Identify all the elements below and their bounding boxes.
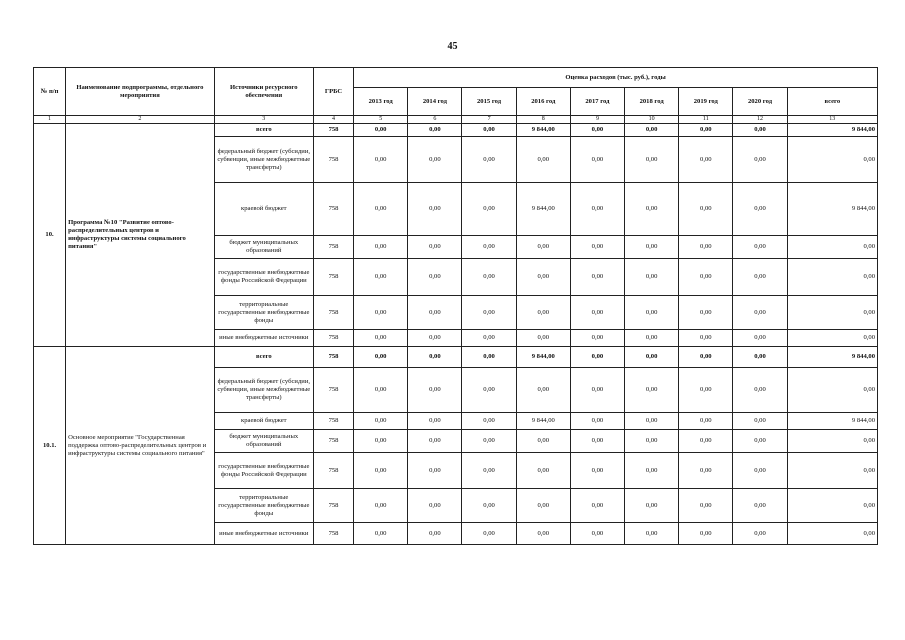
year-value: 0,00	[354, 523, 408, 545]
funding-source: территориальные государственные внебюджетные фонды	[214, 296, 313, 330]
header-number: № п/п	[34, 68, 66, 116]
column-number: 7	[462, 116, 516, 124]
year-value: 0,00	[408, 137, 462, 183]
year-value: 0,00	[570, 183, 624, 236]
column-number: 10	[625, 116, 679, 124]
year-value: 0,00	[679, 259, 733, 296]
year-value: 0,00	[570, 296, 624, 330]
year-value: 0,00	[570, 489, 624, 523]
year-value: 0,00	[408, 347, 462, 368]
column-number: 6	[408, 116, 462, 124]
year-value: 0,00	[408, 430, 462, 453]
year-value: 0,00	[679, 413, 733, 430]
header-source: Источники ресурсного обеспечения	[214, 68, 313, 116]
column-number: 8	[516, 116, 570, 124]
year-value: 0,00	[625, 413, 679, 430]
year-value: 0,00	[354, 430, 408, 453]
funding-source: краевой бюджет	[214, 413, 313, 430]
grbs-code: 758	[313, 368, 353, 413]
column-number: 5	[354, 116, 408, 124]
year-value: 0,00	[516, 430, 570, 453]
section-name: Основное мероприятие "Государственная поддержка оптово-распределительных центров и инфраструктуры системы социального питания"	[66, 347, 215, 545]
year-value: 0,00	[462, 137, 516, 183]
year-value: 0,00	[516, 368, 570, 413]
total-value: 0,00	[787, 330, 877, 347]
year-value: 0,00	[570, 137, 624, 183]
year-value: 0,00	[625, 296, 679, 330]
total-value: 0,00	[787, 296, 877, 330]
grbs-code: 758	[313, 453, 353, 489]
header-year: 2016 год	[516, 88, 570, 116]
header-year: 2020 год	[733, 88, 787, 116]
funding-source: всего	[214, 347, 313, 368]
year-value: 0,00	[679, 137, 733, 183]
year-value: 0,00	[625, 368, 679, 413]
year-value: 0,00	[354, 236, 408, 259]
grbs-code: 758	[313, 137, 353, 183]
year-value: 0,00	[408, 236, 462, 259]
year-value: 0,00	[679, 430, 733, 453]
total-value: 0,00	[787, 368, 877, 413]
year-value: 0,00	[408, 413, 462, 430]
header-year: 2017 год	[570, 88, 624, 116]
year-value: 0,00	[625, 453, 679, 489]
total-value: 9 844,00	[787, 347, 877, 368]
year-value: 0,00	[625, 330, 679, 347]
total-value: 9 844,00	[787, 413, 877, 430]
year-value: 0,00	[462, 259, 516, 296]
column-number: 9	[570, 116, 624, 124]
year-value: 0,00	[408, 453, 462, 489]
year-value: 0,00	[462, 453, 516, 489]
year-value: 0,00	[408, 368, 462, 413]
column-number: 13	[787, 116, 877, 124]
year-value: 0,00	[354, 453, 408, 489]
year-value: 0,00	[733, 183, 787, 236]
year-value: 0,00	[462, 330, 516, 347]
total-value: 0,00	[787, 259, 877, 296]
year-value: 0,00	[733, 489, 787, 523]
column-number: 2	[66, 116, 215, 124]
year-value: 0,00	[570, 124, 624, 137]
total-value: 0,00	[787, 489, 877, 523]
year-value: 0,00	[625, 523, 679, 545]
year-value: 9 844,00	[516, 183, 570, 236]
column-number: 3	[214, 116, 313, 124]
year-value: 0,00	[625, 137, 679, 183]
year-value: 0,00	[733, 124, 787, 137]
year-value: 0,00	[462, 236, 516, 259]
funding-source: федеральный бюджет (субсидии, субвенции, иные межбюджетные трансферты)	[214, 137, 313, 183]
year-value: 0,00	[462, 183, 516, 236]
year-value: 0,00	[625, 236, 679, 259]
year-value: 0,00	[408, 489, 462, 523]
year-value: 0,00	[570, 236, 624, 259]
year-value: 0,00	[625, 124, 679, 137]
year-value: 0,00	[679, 523, 733, 545]
year-value: 0,00	[733, 347, 787, 368]
header-year: 2018 год	[625, 88, 679, 116]
grbs-code: 758	[313, 523, 353, 545]
funding-source: государственные внебюджетные фонды Российской Федерации	[214, 453, 313, 489]
year-value: 0,00	[516, 137, 570, 183]
total-value: 9 844,00	[787, 183, 877, 236]
year-value: 0,00	[733, 296, 787, 330]
budget-table	[33, 67, 878, 545]
page-number: 45	[447, 41, 458, 52]
year-value: 0,00	[354, 137, 408, 183]
year-value: 0,00	[354, 296, 408, 330]
year-value: 0,00	[570, 347, 624, 368]
year-value: 0,00	[516, 236, 570, 259]
year-value: 0,00	[679, 453, 733, 489]
year-value: 0,00	[570, 430, 624, 453]
year-value: 0,00	[516, 259, 570, 296]
header-year: 2014 год	[408, 88, 462, 116]
year-value: 0,00	[733, 430, 787, 453]
year-value: 0,00	[462, 523, 516, 545]
header-name: Наименование подпрограммы, отдельного мероприятия	[66, 68, 215, 116]
year-value: 0,00	[570, 453, 624, 489]
funding-source: бюджет муниципальных образований	[214, 236, 313, 259]
funding-source: всего	[214, 124, 313, 137]
year-value: 0,00	[733, 259, 787, 296]
grbs-code: 758	[313, 124, 353, 137]
year-value: 0,00	[408, 330, 462, 347]
funding-source: бюджет муниципальных образований	[214, 430, 313, 453]
year-value: 0,00	[354, 489, 408, 523]
grbs-code: 758	[313, 183, 353, 236]
year-value: 0,00	[354, 347, 408, 368]
year-value: 0,00	[679, 236, 733, 259]
funding-source: федеральный бюджет (субсидии, субвенции, иные межбюджетные трансферты)	[214, 368, 313, 413]
funding-source: иные внебюджетные источники	[214, 330, 313, 347]
year-value: 0,00	[679, 183, 733, 236]
year-value: 0,00	[354, 330, 408, 347]
total-value: 9 844,00	[787, 124, 877, 137]
grbs-code: 758	[313, 347, 353, 368]
grbs-code: 758	[313, 430, 353, 453]
column-number: 12	[733, 116, 787, 124]
section-number: 10.	[34, 124, 66, 347]
year-value: 9 844,00	[516, 124, 570, 137]
funding-source: иные внебюджетные источники	[214, 523, 313, 545]
section-number: 10.1.	[34, 347, 66, 545]
funding-source: территориальные государственные внебюджетные фонды	[214, 489, 313, 523]
year-value: 0,00	[516, 453, 570, 489]
year-value: 0,00	[679, 368, 733, 413]
year-value: 0,00	[408, 259, 462, 296]
year-value: 0,00	[516, 296, 570, 330]
grbs-code: 758	[313, 413, 353, 430]
year-value: 0,00	[462, 413, 516, 430]
grbs-code: 758	[313, 489, 353, 523]
grbs-code: 758	[313, 330, 353, 347]
year-value: 0,00	[625, 347, 679, 368]
year-value: 0,00	[462, 296, 516, 330]
year-value: 0,00	[733, 453, 787, 489]
total-value: 0,00	[787, 236, 877, 259]
total-value: 0,00	[787, 523, 877, 545]
year-value: 0,00	[679, 347, 733, 368]
header-year: 2013 год	[354, 88, 408, 116]
year-value: 0,00	[462, 489, 516, 523]
year-value: 0,00	[570, 413, 624, 430]
grbs-code: 758	[313, 236, 353, 259]
year-value: 0,00	[570, 523, 624, 545]
column-number: 11	[679, 116, 733, 124]
year-value: 0,00	[354, 368, 408, 413]
header-year: 2019 год	[679, 88, 733, 116]
header-year: всего	[787, 88, 877, 116]
year-value: 0,00	[733, 368, 787, 413]
year-value: 0,00	[462, 347, 516, 368]
year-value: 0,00	[408, 296, 462, 330]
year-value: 0,00	[679, 489, 733, 523]
total-value: 0,00	[787, 430, 877, 453]
funding-source: краевой бюджет	[214, 183, 313, 236]
year-value: 0,00	[408, 183, 462, 236]
year-value: 0,00	[570, 259, 624, 296]
year-value: 0,00	[570, 368, 624, 413]
year-value: 0,00	[625, 183, 679, 236]
year-value: 0,00	[733, 236, 787, 259]
total-value: 0,00	[787, 137, 877, 183]
year-value: 0,00	[354, 413, 408, 430]
year-value: 0,00	[408, 523, 462, 545]
funding-source: государственные внебюджетные фонды Российской Федерации	[214, 259, 313, 296]
column-number: 1	[34, 116, 66, 124]
year-value: 0,00	[679, 330, 733, 347]
year-value: 0,00	[516, 330, 570, 347]
header-estimate: Оценка расходов (тыс. руб.), годы	[354, 68, 878, 88]
year-value: 0,00	[570, 330, 624, 347]
header-year: 2015 год	[462, 88, 516, 116]
table-row	[34, 347, 878, 368]
year-value: 0,00	[679, 296, 733, 330]
year-value: 0,00	[462, 368, 516, 413]
year-value: 0,00	[354, 124, 408, 137]
header-grbs: ГРБС	[313, 68, 353, 116]
year-value: 9 844,00	[516, 347, 570, 368]
column-number: 4	[313, 116, 353, 124]
year-value: 0,00	[733, 413, 787, 430]
grbs-code: 758	[313, 296, 353, 330]
year-value: 0,00	[462, 430, 516, 453]
grbs-code: 758	[313, 259, 353, 296]
year-value: 0,00	[733, 330, 787, 347]
table-header	[34, 68, 878, 124]
year-value: 0,00	[733, 137, 787, 183]
year-value: 0,00	[733, 523, 787, 545]
year-value: 0,00	[625, 430, 679, 453]
year-value: 0,00	[462, 124, 516, 137]
year-value: 0,00	[408, 124, 462, 137]
year-value: 9 844,00	[516, 413, 570, 430]
year-value: 0,00	[625, 489, 679, 523]
year-value: 0,00	[516, 489, 570, 523]
total-value: 0,00	[787, 453, 877, 489]
year-value: 0,00	[679, 124, 733, 137]
year-value: 0,00	[354, 183, 408, 236]
year-value: 0,00	[625, 259, 679, 296]
year-value: 0,00	[354, 259, 408, 296]
table-row	[34, 124, 878, 137]
section-name: Программа №10 "Развитие оптово-распределительных центров и инфраструктуры системы социального питания"	[66, 124, 215, 347]
year-value: 0,00	[516, 523, 570, 545]
